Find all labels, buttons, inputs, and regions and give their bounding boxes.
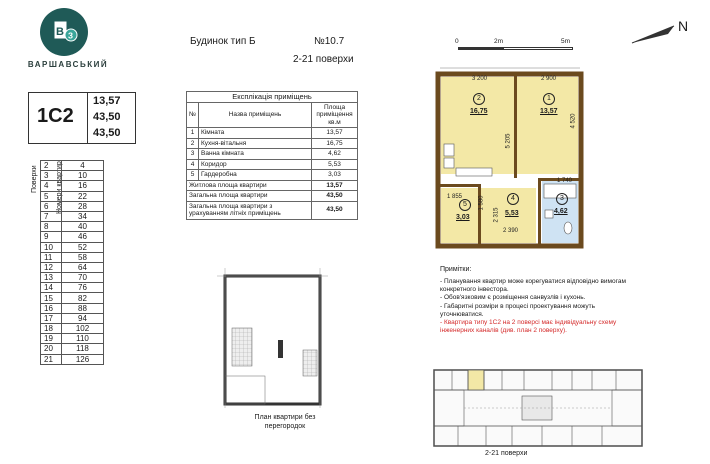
dimension-2900: 2 900 — [541, 76, 557, 82]
apartment-number: 76 — [62, 283, 104, 293]
living-area-value: 13,57 — [93, 95, 121, 107]
note-red: - Квартира типу 1С2 на 2 поверсі має індивідуальну схему інженерних каналів (див. план 2 поверху). — [440, 319, 617, 335]
floor-number: 10 — [41, 242, 62, 252]
apartment-number: 58 — [62, 252, 104, 262]
building-title: Будинок тип Б — [190, 36, 256, 47]
scale-label-0: 0 — [455, 38, 459, 45]
room-area-2: 16,75 — [470, 108, 488, 115]
explication-row — [187, 170, 358, 181]
dimension-2315: 2 315 — [493, 207, 500, 223]
floors-table-row — [41, 222, 104, 232]
apartment-number: 16 — [62, 181, 104, 191]
apartment-number: 40 — [62, 222, 104, 232]
floor-number: 3 — [41, 171, 62, 181]
floor-number: 11 — [41, 252, 62, 262]
room-number-4: 4 — [507, 193, 519, 205]
scale-label-2m: 2m — [494, 38, 504, 45]
apartment-number: 102 — [62, 324, 104, 334]
compass-north-label: N — [678, 18, 689, 34]
apartment-number: 70 — [62, 273, 104, 283]
total-area-summer-value: 43,50 — [93, 127, 121, 139]
svg-text:В: В — [56, 26, 64, 38]
room-area: 16,75 — [312, 138, 358, 149]
floor-number: 18 — [41, 324, 62, 334]
dimension-1855: 1 855 — [447, 194, 463, 200]
floors-table-row — [41, 354, 104, 364]
explication-total-row — [187, 191, 358, 202]
floors-table-row — [41, 181, 104, 191]
building-number: №10.7 — [314, 36, 345, 47]
scale-bar — [446, 38, 576, 52]
floors-table-row — [41, 262, 104, 272]
note-item: - Габаритні розміри в процесі проектування можуть уточнюватися. — [440, 302, 595, 318]
room-index: 1 — [187, 128, 199, 139]
floors-table-row — [41, 324, 104, 334]
room-name: Кімната — [199, 128, 312, 139]
room-area-3: 4,62 — [554, 208, 568, 215]
floor-number: 13 — [41, 273, 62, 283]
scale-label-5m: 5m — [561, 38, 571, 45]
floors-table-row — [41, 273, 104, 283]
floor-number: 21 — [41, 354, 62, 364]
apartment-number: 110 — [62, 334, 104, 344]
apartment-type-code: 1С2 — [37, 105, 74, 127]
explication-row — [187, 159, 358, 170]
floors-table-row — [41, 252, 104, 262]
floors-table-row — [41, 344, 104, 354]
floor-number: 19 — [41, 334, 62, 344]
room-name: Ванна кімната — [199, 149, 312, 160]
dimension-3200: 3 200 — [472, 76, 488, 82]
dimension-1740: 1 740 — [557, 178, 573, 184]
dimension-4520: 4 520 — [570, 113, 577, 129]
logo-emblem — [40, 8, 88, 56]
dimension-2390: 2 390 — [503, 228, 519, 234]
total-value: 43,50 — [312, 191, 358, 202]
floors-column-label: Поверхи — [31, 165, 38, 193]
apartment-type-box — [28, 92, 136, 144]
floors-table-row — [41, 191, 104, 201]
room-area-5: 3,03 — [456, 214, 470, 221]
floor-number: 9 — [41, 232, 62, 242]
logo-name: ВАРШАВСЬКИЙ — [27, 60, 109, 69]
apartment-number: 4 — [62, 161, 104, 171]
room-area: 3,03 — [312, 170, 358, 181]
notes-list — [440, 278, 630, 335]
explication-total-row — [187, 201, 358, 219]
plan-caption: План квартири без перегородок — [254, 414, 316, 430]
floors-table-row — [41, 232, 104, 242]
floor-number: 17 — [41, 313, 62, 323]
room-area: 13,57 — [312, 128, 358, 139]
note-item: - Обов'язковим є розміщення санвузлів і кухонь. — [440, 294, 586, 302]
explication-row — [187, 128, 358, 139]
total-area-value: 43,50 — [93, 111, 121, 123]
floor-number: 8 — [41, 222, 62, 232]
floors-table-row — [41, 171, 104, 181]
dimension-5205: 5 205 — [505, 133, 512, 149]
apartment-number: 10 — [62, 171, 104, 181]
floor-plan-label: 2-21 поверхи — [485, 450, 528, 457]
room-name: Гардеробна — [199, 170, 312, 181]
note-item: - Планування квартир може корегуватися відповідно вимогам конкретного інвестора. — [440, 278, 626, 294]
explication-row — [187, 138, 358, 149]
logo-mark-icon — [40, 8, 88, 56]
apartment-number: 126 — [62, 354, 104, 364]
floor-overview-plan — [432, 368, 644, 448]
apartment-number: 82 — [62, 293, 104, 303]
notes-title: Примітки: — [440, 266, 472, 273]
room-number-3: 3 — [556, 193, 568, 205]
floors-table-row — [41, 161, 104, 171]
floors-table-row — [41, 303, 104, 313]
floor-number: 7 — [41, 211, 62, 221]
room-area-4: 5,53 — [505, 210, 519, 217]
floor-number: 6 — [41, 201, 62, 211]
dimension-1580: 1 580 — [478, 195, 485, 211]
room-index: 5 — [187, 170, 199, 181]
svg-text:З: З — [68, 31, 74, 41]
explication-table — [186, 91, 358, 220]
floor-number: 2 — [41, 161, 62, 171]
total-label: Житлова площа квартири — [187, 180, 312, 191]
floor-number: 12 — [41, 262, 62, 272]
room-index: 2 — [187, 138, 199, 149]
explication-row — [187, 149, 358, 160]
apartment-number: 88 — [62, 303, 104, 313]
header-number: № — [187, 102, 199, 128]
header-room-area: Площа приміщення кв.м — [312, 102, 358, 128]
apartment-number: 28 — [62, 201, 104, 211]
apartment-number: 64 — [62, 262, 104, 272]
room-name: Кухня-вітальня — [199, 138, 312, 149]
floor-number: 20 — [41, 344, 62, 354]
type-divider — [87, 93, 88, 143]
apartment-number: 118 — [62, 344, 104, 354]
room-index: 3 — [187, 149, 199, 160]
room-number-5: 5 — [459, 199, 471, 211]
room-area: 4,62 — [312, 149, 358, 160]
floor-number: 14 — [41, 283, 62, 293]
total-label: Загальна площа квартири з урахуванням літніх приміщень — [187, 201, 312, 219]
total-value: 13,57 — [312, 180, 358, 191]
floors-table-row — [41, 242, 104, 252]
apartments-column-label: Номери квартир — [56, 161, 63, 214]
floors-table-row — [41, 293, 104, 303]
floor-number: 5 — [41, 191, 62, 201]
floors-table-row — [41, 334, 104, 344]
floor-number: 16 — [41, 303, 62, 313]
apartment-number: 52 — [62, 242, 104, 252]
plan-without-partitions — [215, 268, 330, 410]
floors-table-row — [41, 211, 104, 221]
room-number-1: 1 — [543, 93, 555, 105]
floor-number: 15 — [41, 293, 62, 303]
room-area: 5,53 — [312, 159, 358, 170]
total-value: 43,50 — [312, 201, 358, 219]
floors-table-row — [41, 313, 104, 323]
room-number-2: 2 — [473, 93, 485, 105]
room-index: 4 — [187, 159, 199, 170]
explication-title: Експлікація приміщень — [187, 92, 358, 103]
apartment-number: 22 — [62, 191, 104, 201]
header-room-name: Назва приміщень — [199, 102, 312, 128]
room-area-1: 13,57 — [540, 108, 558, 115]
floors-table — [40, 160, 104, 365]
apartment-floor-plan — [430, 60, 590, 250]
explication-total-row — [187, 180, 358, 191]
room-name: Коридор — [199, 159, 312, 170]
floors-table-row — [41, 201, 104, 211]
total-label: Загальна площа квартири — [187, 191, 312, 202]
apartment-number: 46 — [62, 232, 104, 242]
floors-range: 2-21 поверхи — [293, 54, 354, 65]
compass-arrow-icon — [630, 18, 680, 48]
scale-bar-line — [458, 47, 573, 50]
apartment-number: 34 — [62, 211, 104, 221]
floor-number: 4 — [41, 181, 62, 191]
apartment-number: 94 — [62, 313, 104, 323]
floors-table-row — [41, 283, 104, 293]
